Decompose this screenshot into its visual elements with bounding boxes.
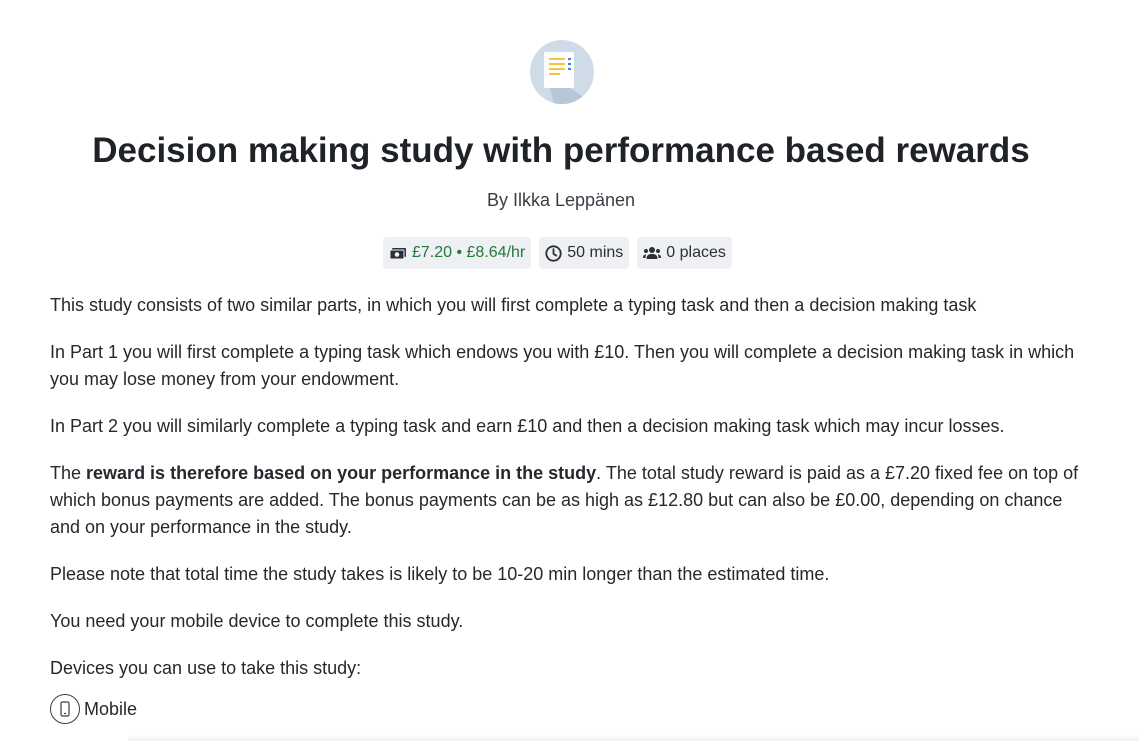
description-paragraph: Please note that total time the study takes is likely to be 10-20 min longer than the estimated time. [50,564,830,584]
places-value: 0 places [666,244,726,261]
study-info-chips [383,237,732,269]
study-description [50,292,1080,702]
study-author: By Ilkka Leppänen [486,190,636,210]
devices-heading: Devices you can use to take this study: [50,658,362,678]
description-paragraph: In Part 1 you will first complete a typing task which endows you with £10. Then you will complete a decision making task in which you may lose money from your endowment. [50,342,1075,389]
duration-value: 50 mins [567,244,624,261]
mobile-phone-icon [50,694,80,724]
description-paragraph: The reward is therefore based on your performance in the study. The total study reward is paid as a £7.20 fixed fee on top of which bonus payments are added. The bonus payments can be as high as £12.80 but can also be £0.00, depending on chance and on your performance in the study. [50,463,1079,537]
reward-rate: £7.20 • £8.64/hr [412,244,526,261]
places-chip [637,237,732,269]
cash-icon [389,246,407,260]
device-list [50,694,137,724]
device-label-mobile: Mobile [84,699,138,719]
users-icon [643,246,661,260]
bottom-action-bar [128,735,1139,741]
description-paragraph: In Part 2 you will similarly complete a typing task and earn £10 and then a decision making task which may incur losses. [50,416,1005,436]
document-icon [530,40,594,104]
duration-chip [539,237,629,269]
reward-emphasis: reward is therefore based on your performance in the study [86,463,597,483]
description-paragraph: This study consists of two similar parts, in which you will first complete a typing task and then a decision making task [50,295,977,315]
reward-chip [383,237,531,269]
description-paragraph: You need your mobile device to complete this study. [50,611,464,631]
clock-icon [545,245,562,262]
study-title: Decision making study with performance based rewards [92,131,1030,170]
